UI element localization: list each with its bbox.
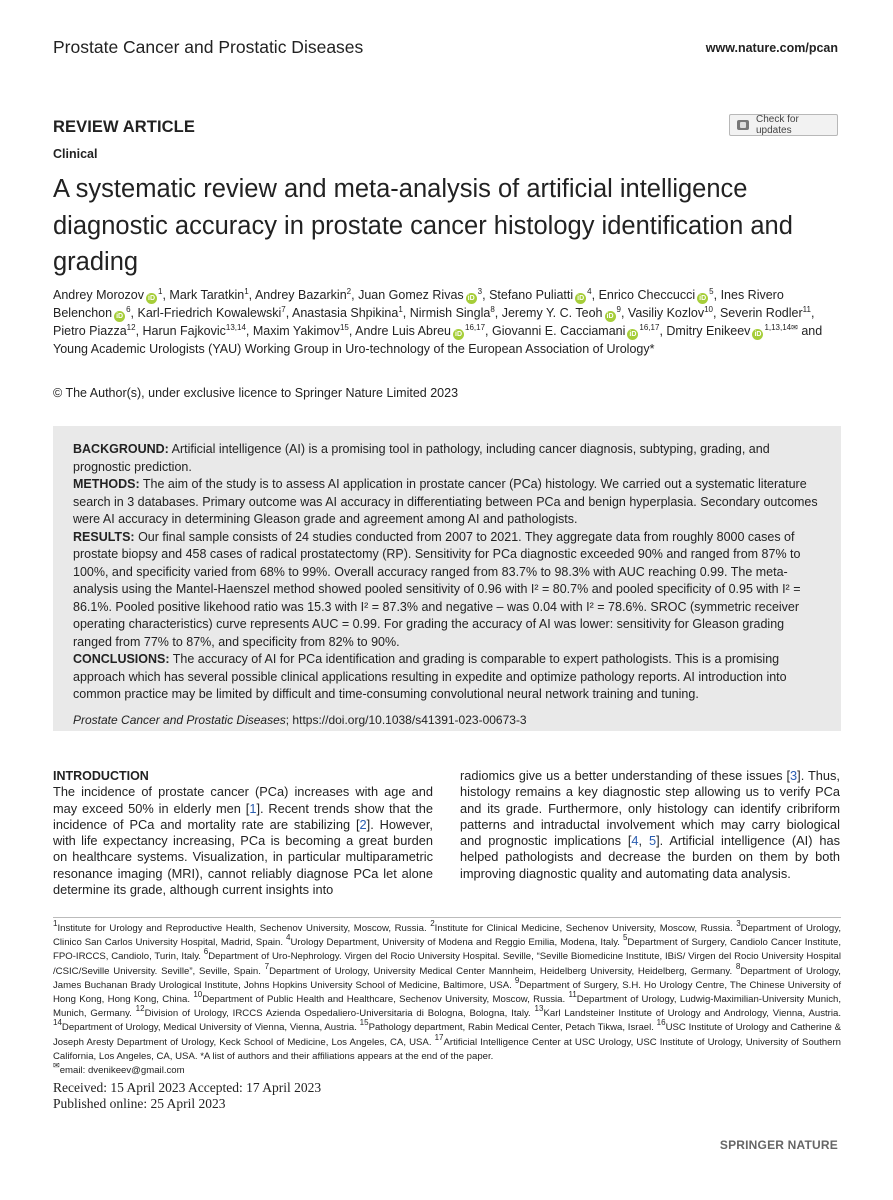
author-affiliation-number: 15 xyxy=(339,323,349,332)
author-affiliation-number: 3 xyxy=(477,287,483,296)
affiliation-text: Department of Public Health and Healthcare, Sechenov University, Moscow, Russia. xyxy=(202,994,569,1006)
article-dates xyxy=(53,1080,321,1112)
author-affiliation-number: 1,13,14✉ xyxy=(764,323,798,332)
affiliation-number: 5 xyxy=(622,933,628,943)
affiliation-text: Urology Department, University of Modena and Reggio Emilia, Modena, Italy. xyxy=(290,937,623,949)
intro-text: ]. Recent trends show that the incidence of PCa and mortality rate are stabilizing [ xyxy=(53,800,433,832)
author-affiliation-number: 1 xyxy=(158,287,163,296)
author-affiliation-number: 7 xyxy=(281,305,286,314)
author-affiliation-number: 4 xyxy=(587,287,592,296)
intro-text: radiomics give us a better understanding of these issues [ xyxy=(460,768,791,783)
intro-text: ]. Artificial intelligence (AI) has helped pathologists and decrease the burden on them by both improving diagnostic quality and automating data analysis. xyxy=(460,833,840,881)
citation-line xyxy=(73,712,825,730)
reference-link[interactable]: 5 xyxy=(648,833,657,849)
abstract-methods-paragraph xyxy=(73,476,825,529)
check-for-updates-button[interactable] xyxy=(729,114,838,136)
affiliation-number: 10 xyxy=(193,990,203,1000)
author-name[interactable]: Nirmish Singla xyxy=(409,306,491,320)
affiliation-text: Pathology department, Rabin Medical Center, Petach Tikwa, Israel. xyxy=(368,1022,657,1034)
author-affiliation-number: 10 xyxy=(704,305,713,314)
results-label: RESULTS: xyxy=(73,529,135,544)
reference-link[interactable]: 1 xyxy=(249,800,257,816)
conclusions-label: CONCLUSIONS: xyxy=(73,652,170,666)
corresponding-email[interactable]: email: dvenikeev@gmail.com xyxy=(59,1065,185,1077)
author-name[interactable]: Andre Luis Abreu xyxy=(355,324,452,338)
author-name[interactable]: Karl-Friedrich Kowalewski xyxy=(137,306,282,320)
affiliation-number: 11 xyxy=(568,990,577,1000)
methods-label: METHODS: xyxy=(73,477,140,491)
intro-text: ]. Thus, histology remains a key diagnostic step allowing us to verify PCa and its grade. Furthermore, only histology can identify cribriform patterns and intraductal involvement which may carry biological and prognostic implications [ xyxy=(460,768,840,849)
author-affiliation-number: 16,17 xyxy=(639,323,660,332)
abstract-conclusions-paragraph xyxy=(73,651,825,704)
author-name[interactable]: Ines Rivero Belenchon xyxy=(53,288,784,320)
intro-text: , xyxy=(638,833,649,849)
affiliation-text: Karl Landsteiner Institute of Urology and Andrology, Vienna, Austria. xyxy=(543,1008,841,1020)
author-list-note: *A list of authors and their affiliations appears at the end of the paper. xyxy=(200,1050,494,1062)
affiliation-text: Department of Urology, James Buchanan Brady Urological Institute, Johns Hopkins University School of Medicine, Baltimore, USA. xyxy=(53,965,841,991)
orcid-icon[interactable]: iD xyxy=(467,295,475,302)
author-affiliation-number: 2 xyxy=(346,287,352,296)
author-name[interactable]: Mark Taratkin xyxy=(169,288,245,302)
affiliation-number: 6 xyxy=(203,947,209,957)
introduction-column-left xyxy=(53,768,433,898)
author-affiliation-number: 1 xyxy=(398,305,403,314)
orcid-icon[interactable]: iD xyxy=(629,331,637,338)
affiliation-number: 15 xyxy=(359,1018,369,1028)
doi-link[interactable]: ; https://doi.org/10.1038/s41391-023-00673-3 xyxy=(285,712,527,727)
conclusions-text: The accuracy of AI for PCa identification and grading is comparable to expert pathologists. This is a promising approach which has several possible clinical applications resulting in expedite and optimize pathology reports. AI introduction into common practice may be limited by difficult and time-consuming convolutional neural network training and tuning. xyxy=(73,652,787,701)
affiliation-number: 2 xyxy=(430,919,435,928)
affiliation-text: Department of Surgery, Candiolo Cancer Institute, FPO-IRCCS, Candiolo, Turin, Italy. xyxy=(53,937,841,963)
orcid-icon[interactable]: iD xyxy=(455,331,463,338)
author-name[interactable]: Andrey Morozov xyxy=(53,288,145,302)
affiliation-text: Artificial Intelligence Center at USC Urology, USC Institute of Urology, University of Southern California, Los Angeles, CA, USA. xyxy=(53,1036,841,1062)
author-affiliation-number: 9 xyxy=(616,305,621,314)
abstract-background-paragraph xyxy=(73,441,825,476)
author-name[interactable]: Severin Rodler xyxy=(719,306,803,320)
affiliations xyxy=(53,919,841,1078)
article-type: REVIEW ARTICLE xyxy=(53,118,195,136)
intro-text: ]. However, with life expectancy increasing, PCa is becoming a great burden on healthcare systems. Visualization, in particular multiparametric resonance imaging (MRI), cannot reliably diagnose PCa let alone determine its grade, although current insights into xyxy=(53,816,433,898)
author-name[interactable]: Giovanni E. Cacciamani xyxy=(492,324,626,338)
affiliation-text: USC Institute of Urology and Catherine & Joseph Aresty Department of Urology, Keck School of Medicine, Los Angeles, CA, USA. xyxy=(53,1022,841,1048)
affiliation-text: Division of Urology, IRCCS Azienda Ospedaliero-Universitaria di Bologna, Bologna, Italy. xyxy=(144,1008,535,1020)
affiliation-number: 1 xyxy=(53,919,58,928)
footnote-divider xyxy=(53,917,841,918)
crossmark-icon xyxy=(736,119,750,131)
author-name[interactable]: Enrico Checcucci xyxy=(598,288,696,302)
affiliation-text: Institute for Urology and Reproductive Health, Sechenov University, Moscow, Russia. xyxy=(57,923,431,934)
affiliation-number: 16 xyxy=(656,1018,666,1028)
affiliation-number: 13 xyxy=(534,1004,544,1014)
author-affiliation-number: 5 xyxy=(709,287,714,296)
affiliation-text: Institute for Clinical Medicine, Sechenov University, Moscow, Russia. xyxy=(434,923,737,934)
publisher-logo: SPRINGER NATURE xyxy=(719,1138,838,1152)
orcid-icon[interactable]: iD xyxy=(148,295,156,302)
background-text: Artificial intelligence (AI) is a promising tool in pathology, including cancer diagnosis, subtyping, grading, and prognostic prediction. xyxy=(73,442,770,474)
reference-link[interactable]: 3 xyxy=(790,768,798,783)
author-name[interactable]: Juan Gomez Rivas xyxy=(358,288,464,302)
affiliation-text: Department of Uro-Nephrology. Virgen del Rocio University Hospital. Seville, “Seville Biomedicine Institute, IBiS/ Virgen del Rocio University Hospital /CSIC/Seville University. Seville”, Seville, Spain. xyxy=(53,951,841,977)
author-affiliation-number: 8 xyxy=(490,305,495,314)
affiliation-number: 8 xyxy=(735,961,741,971)
orcid-icon[interactable]: iD xyxy=(116,313,124,320)
reference-link[interactable]: 2 xyxy=(359,816,367,832)
author-group: and Young Academic Urologists (YAU) Working Group in Uro-technology of the European Association of Urology* xyxy=(53,324,823,356)
article-title: A systematic review and meta-analysis of artificial intelligence diagnostic accuracy in prostate cancer histology identification and grading xyxy=(53,175,793,276)
affiliation-text: Department of Surgery, S.H. Ho Urology Centre, The Chinese University of Hong Kong, Hong Kong, China. xyxy=(53,979,841,1006)
citation-journal: Prostate Cancer and Prostatic Diseases xyxy=(73,712,286,727)
intro-text: The incidence of prostate cancer (PCa) increases with age and may exceed 50% in elderly men [ xyxy=(53,784,433,816)
background-label: BACKGROUND: xyxy=(73,442,169,456)
affiliation-number: 14 xyxy=(53,1018,62,1028)
author-name[interactable]: Stefano Puliatti xyxy=(489,288,574,302)
author-name[interactable]: Vasiliy Kozlov xyxy=(627,306,705,320)
introduction-column-right xyxy=(460,768,840,882)
affiliation-number: 17 xyxy=(434,1032,444,1042)
affiliation-number: 7 xyxy=(264,961,270,971)
orcid-icon[interactable]: iD xyxy=(577,295,585,302)
check-for-updates-label: Check for updates xyxy=(756,114,799,136)
author-name[interactable]: Pietro Piazza xyxy=(53,324,127,338)
copyright-line: © The Author(s), under exclusive licence to Springer Nature Limited 2023 xyxy=(53,386,459,400)
orcid-icon[interactable]: iD xyxy=(606,313,614,320)
affiliation-text: Department of Urology, University Medical Center Mannheim, Heidelberg University, Heidelberg, Germany. xyxy=(269,965,736,977)
published-date: Published online: 25 April 2023 xyxy=(53,1096,226,1111)
abstract-results-paragraph xyxy=(73,529,825,652)
author-affiliation-number: 1 xyxy=(244,287,249,296)
affiliation-number: 3 xyxy=(736,919,741,928)
author-name[interactable]: Jeremy Y. C. Teoh xyxy=(501,306,603,320)
affiliation-text: Department of Urology, Medical University of Vienna, Vienna, Austria. xyxy=(61,1022,360,1034)
author-name[interactable]: Andrey Bazarkin xyxy=(254,288,347,302)
author-name[interactable]: Anastasia Shpikina xyxy=(292,306,399,320)
author-name[interactable]: Dmitry Enikeev xyxy=(666,324,751,338)
affiliation-text: Department of Urology, Ludwig-Maximilian-University Munich, Munich, Germany. xyxy=(53,994,841,1020)
results-text: Our final sample consists of 24 studies conducted from 2007 to 2021. They aggregate data from roughly 8000 cases of prostate biopsy and 458 cases of radical prostatectomy (RP). Sensitivity for PCa diagnostic exceeded 90% and ranged from 87% to 100%, and specificity varied from 68% to 99%. Overall accuracy ranged from 83.7% to 98.3% with AUC reaching 0.99. The meta-analysis using the Mantel-Haenszel method showed pooled sensitivity of 0.96 with I² = 80.7% and pooled specificity of 0.95 with I² = 86.1%. Pooled positive likehood ratio was 15.3 with I² = 87.3% and negative – was 0.04 with I² = 78.6%. SROC (symmetric receiver operating characteristics) curve represents AUC = 0.99. For grading the accuracy of AI was lower: sensitivity for Gleason grading ranged from 77% to 87%, and specificity from 82% to 90%. xyxy=(73,529,801,649)
email-icon: ✉ xyxy=(53,1061,60,1071)
author-affiliation-number: 12 xyxy=(126,323,136,332)
affiliation-number: 4 xyxy=(286,933,291,943)
author-list: Andrey Morozov $iD^1$, Mark Taratkin$^1$, Andrey Bazarkin$^2$, Juan Gomez Rivas $iD^3$, Stefano Puliatti $iD^4$, Enrico Checcucci $iD^5$, Ines Rivero Belenchon $iD^6$, Karl-Friedrich Kowalewski$^7$, Anastasia Shpikina$^1$, Nirmish Singla$^8$, Jeremy Y. C. Teoh $iD^9$, Vasiliy Kozlov$^{10}$, Severin Rodler$^{11}$, Pietro Piazza$^{12}$, Harun Fajkovic$^{13,14}$, Maxim Yakimov$^{15}$, Andre Luis Abreu iD$^{16,17}$, Giovanni E. Cacciamani iD$^{16,17}$, Dmitry Enikeev $iD^{1,13,14✉}$ and Young Academic Urologists (YAU) Working Group in Uro-technology of the European Association of Urology* xyxy=(53,287,823,356)
author-name[interactable]: Harun Fajkovic xyxy=(142,324,226,338)
author-affiliation-number: 13,14 xyxy=(225,323,246,332)
affiliation-number: 9 xyxy=(514,975,520,985)
author-affiliation-number: 6 xyxy=(126,305,131,314)
orcid-icon[interactable]: iD xyxy=(699,295,707,302)
introduction-heading: INTRODUCTION xyxy=(53,769,149,783)
article-category: Clinical xyxy=(53,147,98,161)
orcid-icon[interactable]: iD xyxy=(754,331,762,338)
journal-name: Prostate Cancer and Prostatic Diseases xyxy=(53,37,364,57)
received-accepted-dates: Received: 15 April 2023 Accepted: 17 April 2023 xyxy=(53,1080,322,1095)
author-affiliation-number: 11 xyxy=(802,305,811,314)
abstract xyxy=(73,441,825,729)
methods-text: The aim of the study is to assess AI application in prostate cancer (PCa) histology. We carried out a systematic literature search in 3 databases. Primary outcome was AI accuracy in differentiating between PCa and benign hyperplasia. Secondary outcomes were AI accuracy in determining Gleason grade and agreement among AI and pathologists. xyxy=(73,477,818,526)
author-affiliation-number: 16,17 xyxy=(465,323,486,332)
author-name[interactable]: Maxim Yakimov xyxy=(252,324,340,338)
affiliation-number: 12 xyxy=(135,1004,145,1014)
affiliation-text: Department of Urology, Clinico San Carlos University Hospital, Madrid, Spain. xyxy=(53,923,841,949)
journal-url-link[interactable]: www.nature.com/pcan xyxy=(705,41,838,55)
reference-link[interactable]: 4 xyxy=(631,833,639,849)
